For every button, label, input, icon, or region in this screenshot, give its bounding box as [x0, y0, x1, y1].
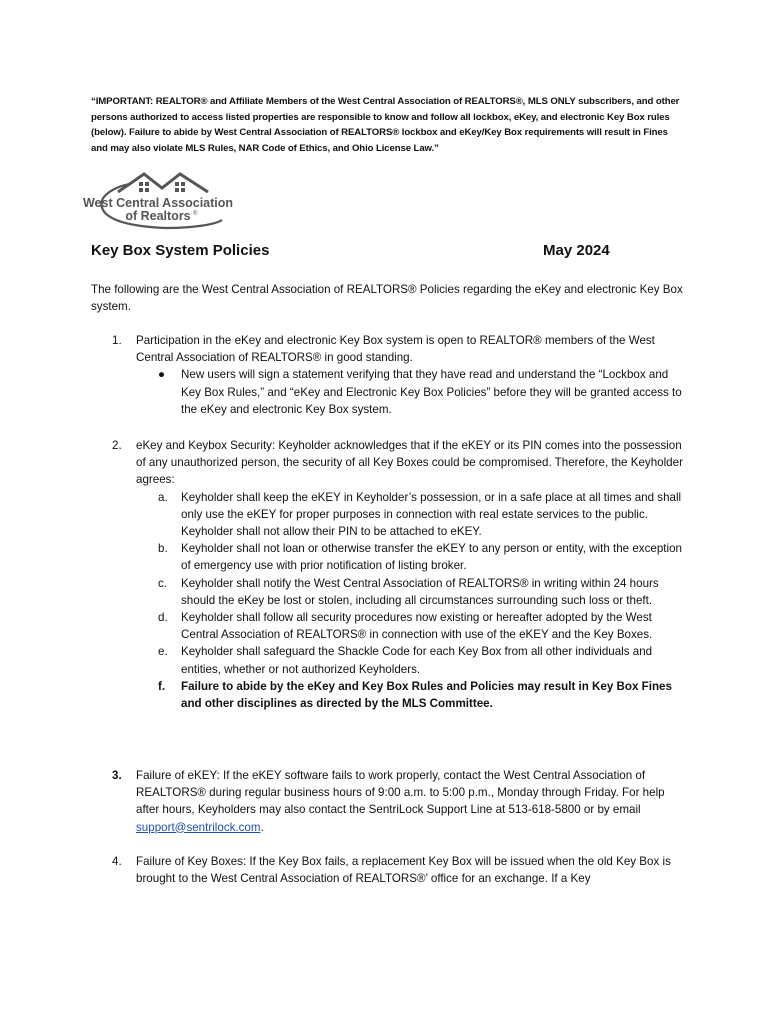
- logo-line-2: of Realtors: [125, 209, 191, 223]
- section-text: Failure of eKEY: If the eKEY software fails to work properly, contact the West Central Association of REALTORS® during regular business hours of 9:00 a.m. to 5:00 p.m., Monday through Friday. For help after hours, Keyholders may also contact the SentriLock Support Line at 513-618-5800 or by email: [136, 769, 665, 817]
- house-roof-logo-icon: [82, 170, 234, 230]
- list-item: [136, 678, 683, 712]
- list-item: [136, 540, 683, 574]
- logo-line-1: West Central Association: [82, 196, 234, 210]
- item-text: Failure to abide by the eKey and Key Box Rules and Policies may result in Key Box Fines and other disciplines as directed by the MLS Committee.: [181, 679, 672, 711]
- list-item: [136, 489, 683, 541]
- item-letter: a.: [158, 490, 168, 504]
- item-text: Keyholder shall not loan or otherwise transfer the eKEY to any person or entity, with the exception of emergency use with prior notification of listing broker.: [181, 542, 682, 573]
- policy-section-3: [91, 767, 683, 836]
- item-letter: c.: [158, 576, 168, 590]
- title-row: [91, 242, 631, 264]
- list-item: [136, 366, 683, 418]
- section-number: 4.: [112, 855, 122, 868]
- section-number: 3.: [112, 769, 122, 782]
- list-item: [136, 575, 683, 609]
- bullet-list: [136, 366, 683, 418]
- policy-section-1: [91, 332, 683, 418]
- section-text: eKey and Keybox Security: Keyholder acknowledges that if the eKEY or its PIN comes into the possession of any unauthorized person, the security of all Key Boxes could be compromised. Therefore, the Keyholder agrees:: [136, 439, 683, 487]
- item-text: Keyholder shall notify the West Central Association of REALTORS® in writing within 24 hours should the eKey be lost or stolen, including all circumstances surrounding such loss or theft.: [181, 576, 659, 607]
- important-notice: “IMPORTANT: REALTOR® and Affiliate Members of the West Central Association of REALTORS®, MLS ONLY subscribers, and other persons authorized to access listed properties are responsible to know and follow all lockbox, eKey, and electronic Key Box rules (below). Failure to abide by West Central Association of REALTORS® lockbox and eKey/Key Box requirements will result in Fines and may also violate MLS Rules, NAR Code of Ethics, and Ohio License Law.”: [91, 96, 680, 154]
- list-item: [136, 609, 683, 643]
- section-number: 1.: [112, 334, 122, 347]
- lettered-list: [136, 489, 683, 713]
- section-text-tail: .: [260, 820, 264, 834]
- bullet-icon: ●: [158, 368, 166, 382]
- section-text: Participation in the eKey and electronic Key Box system is open to REALTOR® members of the West Central Association of REALTORS® in good standing.: [136, 334, 655, 365]
- item-letter: e.: [158, 645, 168, 659]
- intro-paragraph: The following are the West Central Association of REALTORS® Policies regarding the eKey and electronic Key Box system.: [91, 283, 683, 313]
- logo-registered-mark: ®: [193, 211, 198, 217]
- item-text: Keyholder shall keep the eKEY in Keyholder’s possession, or in a safe place at all times and shall only use the eKEY for proper purposes in connection with real estate services to the public. Keyholder shall not allow their PIN to be attached to eKEY.: [181, 490, 682, 539]
- document-date: May 2024: [543, 242, 610, 259]
- support-email-link[interactable]: support@sentrilock.com: [136, 820, 261, 834]
- item-text: Keyholder shall follow all security procedures now existing or hereafter adopted by the West Central Association of REALTORS® in connection with use of the eKEY and the Key Boxes.: [181, 611, 653, 642]
- section-text: Failure of Key Boxes: If the Key Box fails, a replacement Key Box will be issued when the old Key Box is brought to the West Central Association of REALTORS®’ office for an exchange. If a Key: [136, 855, 671, 886]
- policy-section-2: [91, 437, 683, 712]
- item-letter: b.: [158, 542, 168, 556]
- list-item: [136, 643, 683, 677]
- item-letter: f.: [158, 679, 166, 693]
- item-text: Keyholder shall safeguard the Shackle Code for each Key Box from all other individuals and entities, whether or not authorized Keyholders.: [181, 645, 653, 676]
- item-letter: d.: [158, 611, 168, 625]
- association-logo: [82, 170, 234, 230]
- page-title: Key Box System Policies: [91, 242, 270, 259]
- section-number: 2.: [112, 439, 122, 452]
- bullet-text: New users will sign a statement verifying that they have read and understand the “Lockbox and Key Box Rules,” and “eKey and Electronic Key Box Policies” before they will be granted access to the eKey and electronic Key Box system.: [181, 368, 682, 416]
- policy-section-4: [91, 853, 683, 887]
